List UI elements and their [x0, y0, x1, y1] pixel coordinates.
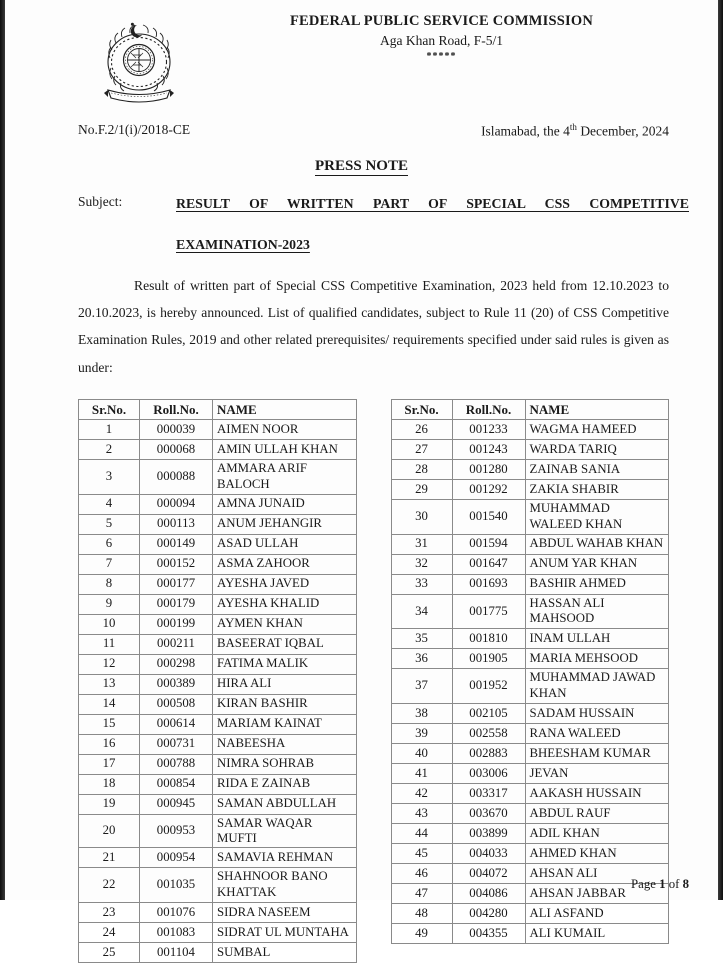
cell-roll-no: 003899 [452, 823, 525, 843]
cell-sr-no: 12 [79, 654, 140, 674]
table-row [391, 803, 669, 823]
cell-roll-no: 001292 [452, 479, 525, 499]
table-row [79, 694, 357, 714]
table-row [79, 514, 357, 534]
cell-name: NIMRA SOHRAB [213, 754, 357, 774]
table-row [79, 574, 357, 594]
cell-roll-no: 001104 [140, 942, 213, 962]
body-paragraph: Result of written part of Special CSS Competitive Examination, 2023 held from 12.10.2023 to 20.10.2023, is hereby announced. List of qualified candidates, subject to Rule 11 (20) of CSS Competitive Examination Rules, 2019 and other related prerequisites/ requirements specified under said rules is given as under: [78, 278, 669, 375]
cell-sr-no: 16 [79, 734, 140, 754]
cell-sr-no: 15 [79, 714, 140, 734]
cell-name: ASAD ULLAH [213, 534, 357, 554]
cell-roll-no: 001540 [452, 499, 525, 534]
cell-sr-no: 46 [391, 863, 452, 883]
cell-name: AMIN ULLAH KHAN [213, 439, 357, 459]
cell-sr-no: 43 [391, 803, 452, 823]
cell-roll-no: 000068 [140, 439, 213, 459]
cell-name: WAGMA HAMEED [525, 419, 669, 439]
cell-roll-no: 000199 [140, 614, 213, 634]
file-number: No.F.2/1(i)/2018-CE [78, 122, 191, 137]
cell-sr-no: 11 [79, 634, 140, 654]
table-row [391, 743, 669, 763]
table-row [391, 534, 669, 554]
cell-sr-no: 7 [79, 554, 140, 574]
table-row [391, 703, 669, 723]
cell-name: SAMAN ABDULLAH [213, 794, 357, 814]
cell-name: ABDUL RAUF [525, 803, 669, 823]
cell-roll-no: 001905 [452, 649, 525, 669]
cell-name: AAKASH HUSSAIN [525, 783, 669, 803]
cell-roll-no: 000614 [140, 714, 213, 734]
cell-roll-no: 000508 [140, 694, 213, 714]
cell-sr-no: 42 [391, 783, 452, 803]
cell-name: SAMAR WAQAR MUFTI [213, 814, 357, 848]
cell-name: ASMA ZAHOOR [213, 554, 357, 574]
cell-name: RIDA E ZAINAB [213, 774, 357, 794]
cell-name: ALI ASFAND [525, 903, 669, 923]
table-row [391, 594, 669, 629]
cell-name: SUMBAL [213, 942, 357, 962]
table-row [79, 902, 357, 922]
subject-line-2: EXAMINATION-2023 [176, 237, 310, 253]
cell-sr-no: 45 [391, 843, 452, 863]
table-row [79, 674, 357, 694]
column-header-roll-no: Roll.No. [452, 399, 525, 419]
cell-sr-no: 41 [391, 763, 452, 783]
table-row [79, 942, 357, 962]
table-row [391, 823, 669, 843]
column-header-name: NAME [525, 399, 669, 419]
table-row [79, 634, 357, 654]
cell-name: ZAINAB SANIA [525, 459, 669, 479]
cell-name: WARDA TARIQ [525, 439, 669, 459]
cell-name: ANUM YAR KHAN [525, 554, 669, 574]
stars-separator: ***** [426, 51, 457, 63]
cell-roll-no: 001280 [452, 459, 525, 479]
cell-name: MARIA MEHSOOD [525, 649, 669, 669]
cell-sr-no: 10 [79, 614, 140, 634]
cell-name: AYESHA KHALID [213, 594, 357, 614]
cell-name: ALI KUMAIL [525, 923, 669, 943]
cell-roll-no: 000945 [140, 794, 213, 814]
table-row [391, 419, 669, 439]
cell-sr-no: 8 [79, 574, 140, 594]
cell-roll-no: 003006 [452, 763, 525, 783]
cell-roll-no: 000088 [140, 459, 213, 494]
table-row [391, 669, 669, 704]
cell-sr-no: 23 [79, 902, 140, 922]
subject-line-1: RESULT OF WRITTEN PART OF SPECIAL CSS COMPETITIVE [176, 196, 689, 211]
organization-name: FEDERAL PUBLIC SERVICE COMMISSION [290, 13, 593, 29]
table-row [79, 554, 357, 574]
cell-sr-no: 28 [391, 459, 452, 479]
table-row [79, 614, 357, 634]
cell-roll-no: 001076 [140, 902, 213, 922]
cell-name: SHAHNOOR BANO KHATTAK [213, 868, 357, 903]
organization-address: Aga Khan Road, F-5/1 [380, 33, 503, 49]
column-header-sr-no: Sr.No. [391, 399, 452, 419]
cell-name: SIDRA NASEEM [213, 902, 357, 922]
cell-sr-no: 49 [391, 923, 452, 943]
cell-name: ADIL KHAN [525, 823, 669, 843]
cell-roll-no: 000094 [140, 494, 213, 514]
cell-sr-no: 14 [79, 694, 140, 714]
footer-prefix: Page [631, 877, 660, 891]
cell-roll-no: 004033 [452, 843, 525, 863]
results-table-right-head [391, 399, 669, 419]
date-ordinal-suffix: th [569, 122, 577, 132]
cell-name: ANUM JEHANGIR [213, 514, 357, 534]
table-row [79, 868, 357, 903]
cell-roll-no: 000039 [140, 419, 213, 439]
table-row [79, 734, 357, 754]
cell-sr-no: 47 [391, 883, 452, 903]
cell-roll-no: 000954 [140, 848, 213, 868]
table-row [391, 923, 669, 943]
cell-name: KIRAN BASHIR [213, 694, 357, 714]
table-row [79, 714, 357, 734]
table-row [79, 754, 357, 774]
table-row [391, 723, 669, 743]
cell-name: ABDUL WAHAB KHAN [525, 534, 669, 554]
page-footer [631, 877, 689, 892]
cell-roll-no: 000211 [140, 634, 213, 654]
cell-sr-no: 13 [79, 674, 140, 694]
cell-name: BASEERAT IQBAL [213, 634, 357, 654]
column-header-name: NAME [213, 399, 357, 419]
cell-name: HIRA ALI [213, 674, 357, 694]
letterhead [34, 0, 689, 108]
cell-sr-no: 6 [79, 534, 140, 554]
table-row [391, 863, 669, 883]
cell-roll-no: 002883 [452, 743, 525, 763]
cell-name: AMNA JUNAID [213, 494, 357, 514]
cell-roll-no: 003317 [452, 783, 525, 803]
cell-sr-no: 40 [391, 743, 452, 763]
results-table-left-body [79, 419, 357, 962]
cell-roll-no: 000389 [140, 674, 213, 694]
cell-sr-no: 25 [79, 942, 140, 962]
cell-roll-no: 000731 [140, 734, 213, 754]
cell-sr-no: 48 [391, 903, 452, 923]
table-row [79, 534, 357, 554]
cell-roll-no: 000152 [140, 554, 213, 574]
cell-name: MUHAMMAD JAWAD KHAN [525, 669, 669, 704]
results-table-right-wrap [391, 399, 670, 963]
cell-name: BHEESHAM KUMAR [525, 743, 669, 763]
table-row [391, 883, 669, 903]
page-title [34, 158, 689, 175]
cell-sr-no: 20 [79, 814, 140, 848]
cell-name: AHSAN ALI [525, 863, 669, 883]
table-row [79, 459, 357, 494]
cell-name: MARIAM KAINAT [213, 714, 357, 734]
pakistan-state-emblem-icon [96, 18, 182, 110]
cell-roll-no: 001952 [452, 669, 525, 704]
cell-name: AHMED KHAN [525, 843, 669, 863]
cell-sr-no: 34 [391, 594, 452, 629]
table-row [391, 783, 669, 803]
cell-roll-no: 004086 [452, 883, 525, 903]
cell-sr-no: 27 [391, 439, 452, 459]
column-header-roll-no: Roll.No. [140, 399, 213, 419]
cell-name: AYMEN KHAN [213, 614, 357, 634]
cell-sr-no: 9 [79, 594, 140, 614]
table-row [391, 763, 669, 783]
cell-sr-no: 33 [391, 574, 452, 594]
cell-name: HASSAN ALI MAHSOOD [525, 594, 669, 629]
cell-roll-no: 002105 [452, 703, 525, 723]
cell-sr-no: 4 [79, 494, 140, 514]
reference-line [34, 122, 689, 146]
cell-name: MUHAMMAD WALEED KHAN [525, 499, 669, 534]
cell-name: FATIMA MALIK [213, 654, 357, 674]
cell-name: SADAM HUSSAIN [525, 703, 669, 723]
table-row [391, 459, 669, 479]
cell-sr-no: 21 [79, 848, 140, 868]
subject-label: Subject: [78, 194, 123, 209]
cell-name: JEVAN [525, 763, 669, 783]
table-row [391, 479, 669, 499]
cell-roll-no: 001594 [452, 534, 525, 554]
cell-name: AMMARA ARIF BALOCH [213, 459, 357, 494]
cell-roll-no: 004072 [452, 863, 525, 883]
table-row [391, 649, 669, 669]
cell-roll-no: 000177 [140, 574, 213, 594]
cell-sr-no: 18 [79, 774, 140, 794]
cell-sr-no: 31 [391, 534, 452, 554]
cell-roll-no: 003670 [452, 803, 525, 823]
subject-block [34, 194, 689, 256]
results-table-left [78, 399, 357, 963]
cell-name: NABEESHA [213, 734, 357, 754]
cell-sr-no: 32 [391, 554, 452, 574]
page-title-text: PRESS NOTE [315, 158, 408, 174]
cell-sr-no: 44 [391, 823, 452, 843]
results-tables [34, 399, 689, 963]
results-table-right [391, 399, 670, 944]
cell-roll-no: 001775 [452, 594, 525, 629]
cell-roll-no: 000113 [140, 514, 213, 534]
cell-name: SIDRAT UL MUNTAHA [213, 922, 357, 942]
cell-roll-no: 002558 [452, 723, 525, 743]
cell-sr-no: 3 [79, 459, 140, 494]
cell-name: AYESHA JAVED [213, 574, 357, 594]
cell-sr-no: 22 [79, 868, 140, 903]
cell-roll-no: 001083 [140, 922, 213, 942]
table-row [79, 439, 357, 459]
cell-roll-no: 001243 [452, 439, 525, 459]
cell-sr-no: 1 [79, 419, 140, 439]
cell-roll-no: 004355 [452, 923, 525, 943]
table-row [391, 574, 669, 594]
cell-roll-no: 001810 [452, 629, 525, 649]
results-table-right-body [391, 419, 669, 943]
cell-roll-no: 000298 [140, 654, 213, 674]
table-row [391, 629, 669, 649]
table-row [391, 903, 669, 923]
cell-sr-no: 37 [391, 669, 452, 704]
cell-sr-no: 2 [79, 439, 140, 459]
table-row [391, 439, 669, 459]
place-and-date [481, 122, 669, 140]
cell-sr-no: 5 [79, 514, 140, 534]
table-row [79, 419, 357, 439]
cell-sr-no: 29 [391, 479, 452, 499]
footer-total-pages: 8 [682, 877, 689, 891]
table-header-row [391, 399, 669, 419]
cell-name: RANA WALEED [525, 723, 669, 743]
table-row [79, 594, 357, 614]
cell-name: INAM ULLAH [525, 629, 669, 649]
footer-middle: of [665, 877, 683, 891]
cell-roll-no: 001233 [452, 419, 525, 439]
footer-current-page: 1 [659, 877, 666, 891]
cell-roll-no: 000788 [140, 754, 213, 774]
table-row [79, 794, 357, 814]
table-row [391, 499, 669, 534]
results-table-left-head [79, 399, 357, 419]
table-row [391, 843, 669, 863]
cell-roll-no: 004280 [452, 903, 525, 923]
table-row [79, 922, 357, 942]
cell-name: AIMEN NOOR [213, 419, 357, 439]
place-date-rest: December, 2024 [576, 123, 669, 139]
table-row [79, 848, 357, 868]
letterhead-titles [194, 12, 689, 62]
cell-sr-no: 36 [391, 649, 452, 669]
table-row [79, 494, 357, 514]
cell-sr-no: 26 [391, 419, 452, 439]
subject-text [176, 194, 689, 256]
cell-sr-no: 30 [391, 499, 452, 534]
table-row [79, 774, 357, 794]
column-header-sr-no: Sr.No. [79, 399, 140, 419]
cell-sr-no: 19 [79, 794, 140, 814]
results-table-left-wrap [78, 399, 357, 963]
cell-roll-no: 001647 [452, 554, 525, 574]
cell-roll-no: 000854 [140, 774, 213, 794]
cell-roll-no: 000179 [140, 594, 213, 614]
cell-roll-no: 001693 [452, 574, 525, 594]
cell-sr-no: 17 [79, 754, 140, 774]
cell-name: SAMAVIA REHMAN [213, 848, 357, 868]
cell-name: ZAKIA SHABIR [525, 479, 669, 499]
cell-name: BASHIR AHMED [525, 574, 669, 594]
cell-sr-no: 39 [391, 723, 452, 743]
table-row [79, 654, 357, 674]
cell-name: AHSAN JABBAR [525, 883, 669, 903]
cell-roll-no: 000149 [140, 534, 213, 554]
cell-roll-no: 000953 [140, 814, 213, 848]
table-header-row [79, 399, 357, 419]
table-row [391, 554, 669, 574]
place-date-prefix: Islamabad, the 4 [481, 123, 570, 139]
table-row [79, 814, 357, 848]
cell-sr-no: 35 [391, 629, 452, 649]
cell-sr-no: 38 [391, 703, 452, 723]
cell-sr-no: 24 [79, 922, 140, 942]
cell-roll-no: 001035 [140, 868, 213, 903]
